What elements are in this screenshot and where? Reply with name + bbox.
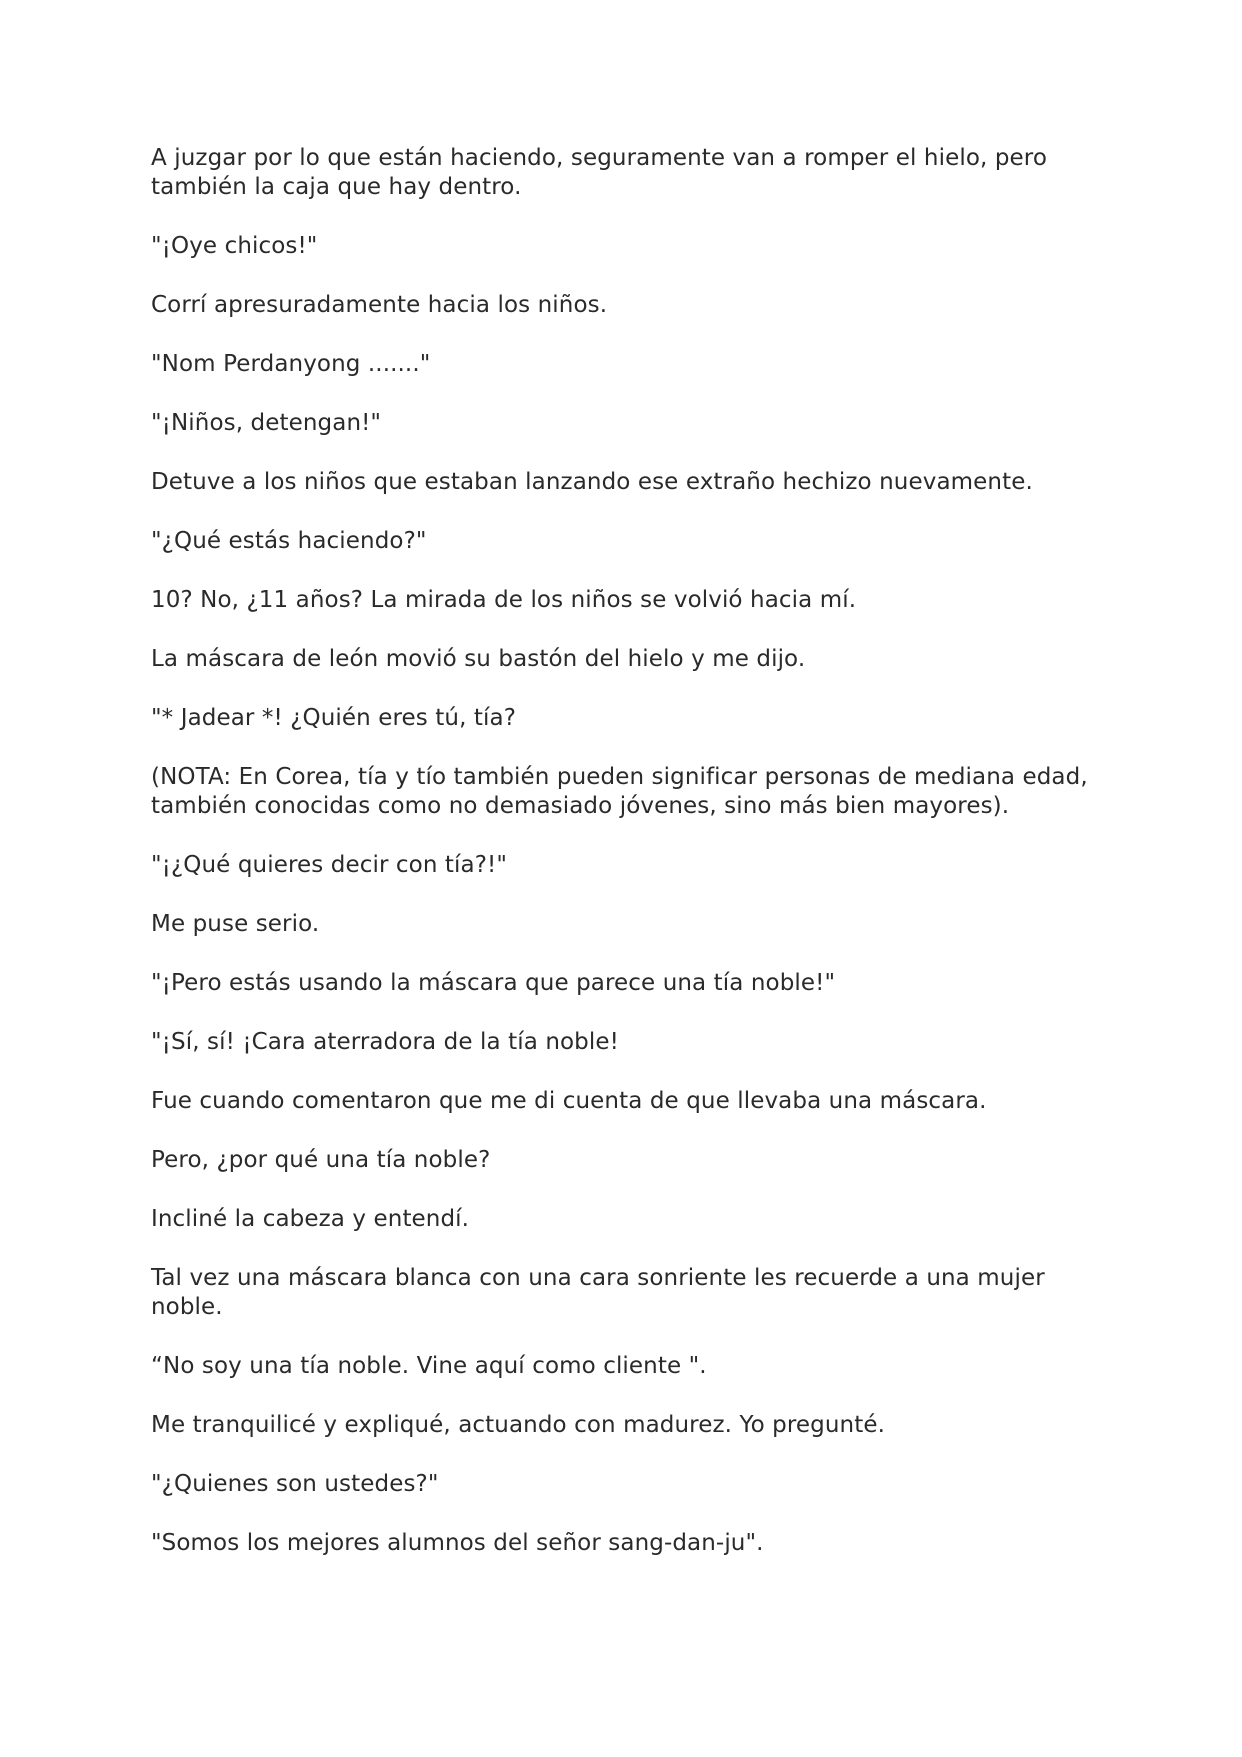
paragraph: 10? No, ¿11 años? La mirada de los niños se volvió hacia mí. <box>151 587 857 613</box>
paragraph: Me puse serio. <box>151 911 320 937</box>
document-body <box>151 144 1091 1588</box>
paragraph: Me tranquilicé y expliqué, actuando con madurez. Yo pregunté. <box>151 1412 885 1438</box>
paragraph: Incliné la cabeza y entendí. <box>151 1206 470 1232</box>
paragraph: "¿Qué estás haciendo?" <box>151 528 427 554</box>
paragraph: Tal vez una máscara blanca con una cara sonriente les recuerde a una mujer noble. <box>151 1265 1045 1320</box>
paragraph: "¡Pero estás usando la máscara que parece una tía noble!" <box>151 970 836 996</box>
paragraph: "¡Oye chicos!" <box>151 233 318 259</box>
paragraph: La máscara de león movió su bastón del hielo y me dijo. <box>151 646 806 672</box>
paragraph: "¿Quienes son ustedes?" <box>151 1471 439 1497</box>
paragraph: Detuve a los niños que estaban lanzando ese extraño hechizo nuevamente. <box>151 469 1033 495</box>
paragraph: "¡Niños, detengan!" <box>151 410 382 436</box>
paragraph: "* Jadear *! ¿Quién eres tú, tía? <box>151 705 516 731</box>
paragraph: “No soy una tía noble. Vine aquí como cliente ". <box>151 1353 707 1379</box>
paragraph: (NOTA: En Corea, tía y tío también pueden significar personas de mediana edad, también conocidas como no demasiado jóvenes, sino más bien mayores). <box>151 764 1088 819</box>
paragraph: Pero, ¿por qué una tía noble? <box>151 1147 491 1173</box>
paragraph: Fue cuando comentaron que me di cuenta de que llevaba una máscara. <box>151 1088 987 1114</box>
paragraph: Corrí apresuradamente hacia los niños. <box>151 292 608 318</box>
paragraph: "¡Sí, sí! ¡Cara aterradora de la tía noble! <box>151 1029 619 1055</box>
paragraph: A juzgar por lo que están haciendo, seguramente van a romper el hielo, pero también la caja que hay dentro. <box>151 145 1047 200</box>
paragraph: "¡¿Qué quieres decir con tía?!" <box>151 852 508 878</box>
paragraph: "Nom Perdanyong ......." <box>151 351 431 377</box>
paragraph: "Somos los mejores alumnos del señor sang-dan-ju". <box>151 1530 764 1556</box>
